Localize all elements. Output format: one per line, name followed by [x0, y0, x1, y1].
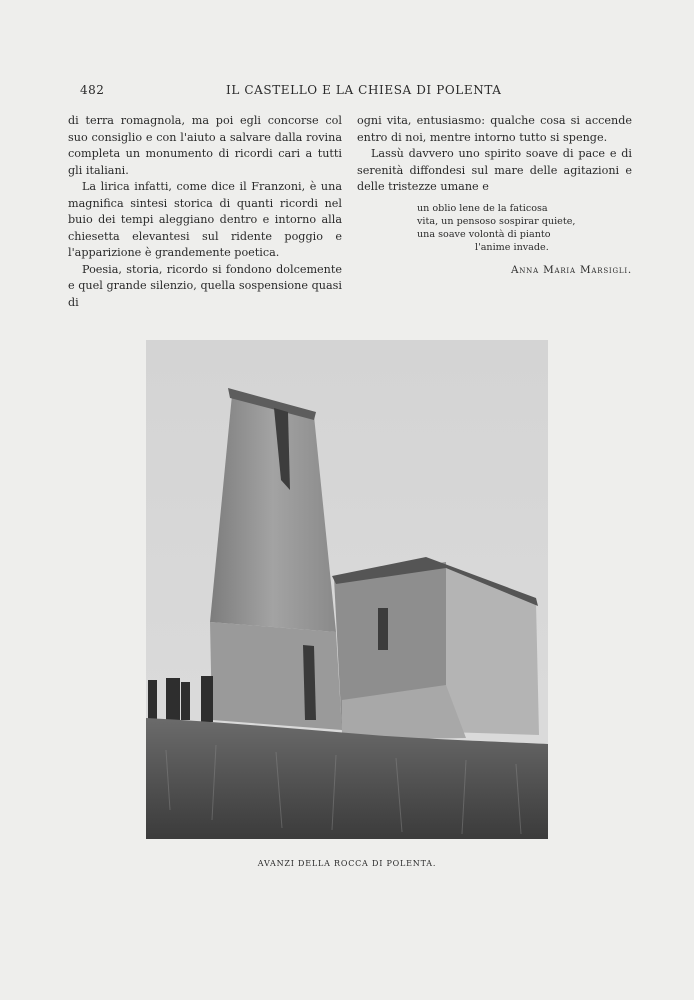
- paragraph: Poesia, storia, ricordo si fondono dolcemente e quel grande silenzio, quella sospensione quasi di: [68, 262, 342, 309]
- verse-line: un oblio lene de la faticosa: [417, 202, 548, 214]
- paragraph: Lassù davvero uno spirito soave di pace e di serenità diffondesi sul mare delle agitazioni e delle tristezze umane e: [357, 147, 632, 193]
- page-number: 482: [80, 83, 105, 97]
- author-signature: Anna Maria Marsigli.: [510, 263, 632, 276]
- paragraph: La lirica infatti, come dice il Franzoni, è una magnifica sintesi storica di quanti ricordi nel buio dei tempi aleggiano dentro e intorno alla chiesetta elevantesi sul ridente poggio e l'apparizione è grandemente poetica.: [68, 180, 342, 259]
- paragraph: ogni vita, entusiasmo: qualche cosa si accende entro di noi, mentre intorno tutto si spenge.: [357, 114, 632, 144]
- left-text-column: [68, 113, 342, 311]
- running-title: IL CASTELLO E LA CHIESA DI POLENTA: [226, 83, 502, 97]
- church-ruins-photo: [146, 340, 548, 839]
- paragraph: di terra romagnola, ma poi egli concorse col suo consiglio e con l'aiuto a salvare dalla rovina completa un monumento di ricordi cari a tutti gli italiani.: [68, 114, 342, 177]
- right-text-column: [357, 113, 632, 278]
- photo-caption: AVANZI DELLA ROCCA DI POLENTA.: [257, 859, 437, 868]
- verse-line: vita, un pensoso sospirar quiete,: [417, 215, 576, 227]
- verse-line: l'anime invade.: [475, 241, 549, 253]
- verse-line: una soave volontà di pianto: [417, 228, 551, 240]
- verse-quote: [417, 202, 632, 254]
